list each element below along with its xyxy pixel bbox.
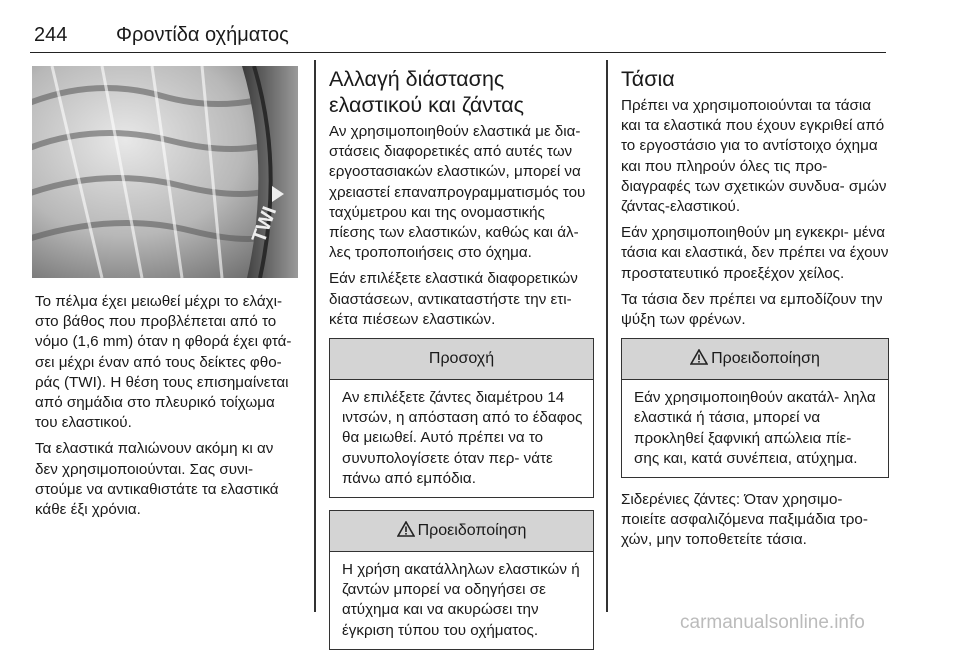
hubcaps-paragraph-2: Εάν χρησιμοποιηθούν μη εγκεκρι- μένα τάσια και ελαστικά, δεν πρέπει να έχουν προστατευτικό προεξέχον χείλος. xyxy=(621,224,889,282)
warning-title: Προειδοποίηση xyxy=(417,522,527,540)
twi-marking: TWI xyxy=(248,203,282,246)
column-1 xyxy=(35,292,297,526)
warning-box xyxy=(621,338,889,478)
warning-triangle-icon xyxy=(690,349,708,365)
column-divider xyxy=(606,60,608,612)
warning-text: Εάν χρησιμοποιηθούν ακατάλ- ληλα ελαστικά ή τάσια, μπορεί να προκληθεί ξαφνική απώλεια πίε- σης και, κατά συνέπεια, ατύχημα. xyxy=(634,389,876,467)
warning-triangle-icon xyxy=(397,521,415,537)
hubcaps-paragraph-3: Τα τάσια δεν πρέπει να εμποδίζουν την ψύξη των φρένων. xyxy=(621,290,883,329)
column-3 xyxy=(621,66,889,557)
caution-text: Αν επιλέξετε ζάντες διαμέτρου 14 ιντσών, η απόσταση από το έδαφος θα μειωθεί. Αυτό πρέπει να το συνυπολογίσετε όταν περ- νάτε πάνω από εμπόδια. xyxy=(342,389,583,487)
caution-title: Προσοχή xyxy=(330,339,593,380)
page-header xyxy=(30,18,886,53)
tire-tread-photo xyxy=(32,66,298,278)
steel-wheels-paragraph: Σιδερένιες ζάντες: Όταν χρησιμο- ποιείτε ασφαλιζόμενα παξιμάδια τρο- χών, μην τοποθετείτε τάσια. xyxy=(621,491,868,549)
hubcaps-paragraph-1: Πρέπει να χρησιμοποιούνται τα τάσια και τα ελαστικά που έχουν εγκριθεί από το εργοστάσιο για το αντίστοιχο όχημα και που πληρούν όλες τις προ- διαγραφές των σχετικών συνδυα- σμών ζάντας-ελαστικού. xyxy=(621,97,887,216)
page-title: Φροντίδα οχήματος xyxy=(116,24,289,46)
column-2 xyxy=(329,66,594,662)
warning-box xyxy=(329,510,594,650)
watermark: carmanualsonline.info xyxy=(680,612,865,633)
section-heading-size-change: Αλλαγή διάστασης ελαστικού και ζάντας xyxy=(329,67,525,117)
warning-text: Η χρήση ακατάλληλων ελαστικών ή ζαντών μπορεί να οδηγήσει σε ατύχημα και να ακυρώσει την έγκριση τύπου του οχήματος. xyxy=(342,561,580,639)
photo-caption: Το πέλμα έχει μειωθεί μέχρι το ελάχι- στο βάθος που προβλέπεται από το νόμο (1,6 mm) όταν η φθορά έχει φτά- σει μέχρι έναν από τους δείκτες φθο- ράς (TWI). Η θέση τους επισημαίνεται από σημάδια στο πλευρικό τοίχωμα του ελαστικού. xyxy=(35,293,292,432)
section-heading-hubcaps: Τάσια xyxy=(621,67,675,91)
column-divider xyxy=(314,60,316,612)
tire-age-paragraph: Τα ελαστικά παλιώνουν ακόμη κι αν δεν χρησιμοποιούνται. Σας συνι- στούμε να αντικαθιστάτε τα ελαστικά κάθε έξι χρόνια. xyxy=(35,440,279,519)
label-paragraph: Εάν επιλέξετε ελαστικά διαφορετικών διαστάσεων, αντικαταστήστε την ετι- κέτα πιέσεων ελαστικών. xyxy=(329,270,578,328)
warning-title: Προειδοποίηση xyxy=(711,350,820,368)
caution-box xyxy=(329,338,594,498)
page-number: 244 xyxy=(34,24,68,46)
size-change-paragraph: Αν χρησιμοποιηθούν ελαστικά με δια- στάσεις διαφορετικές από αυτές των εργοστασιακών ελαστικών, μπορεί να χρειαστεί επαναπρογραμματισμός του ταχύμετρου και της ονομαστικής πίεσης των ελαστικών, καθώς και άλ- λες τροποποιήσεις στο όχημα. xyxy=(329,123,586,262)
